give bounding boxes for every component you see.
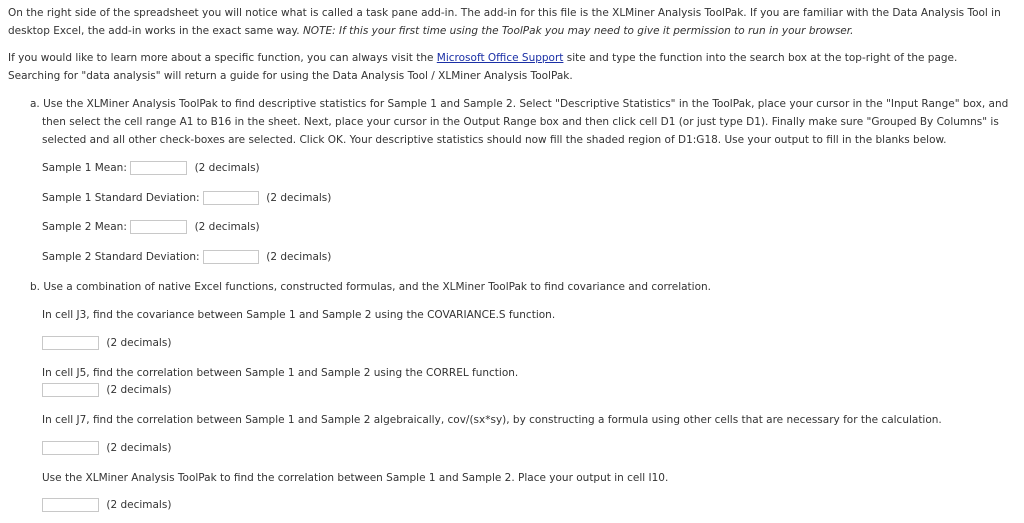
covariance-j3-text: In cell J3, find the covariance between Sample 1 and Sample 2 using the COVARIANCE.S function.: [42, 309, 556, 321]
decimals-hint: (2 decimals): [194, 162, 260, 174]
algebraic-correlation-answer-row: [42, 441, 171, 455]
intro-paragraph-1: [8, 4, 1008, 40]
toolpak-correlation-i10-input[interactable]: [42, 498, 99, 512]
decimals-hint: (2 decimals): [266, 192, 332, 204]
sample-1-mean-input[interactable]: [130, 161, 187, 175]
decimals-hint: (2 decimals): [106, 442, 172, 454]
sample-2-std-dev-input[interactable]: [203, 250, 259, 264]
decimals-hint: (2 decimals): [106, 384, 172, 396]
sample-2-mean-row: [42, 220, 260, 234]
toolpak-permission-note: NOTE: If this your first time using the ToolPak you may need to give it permission to run in your browser.: [302, 25, 854, 37]
part-a-line-1: a. Use the XLMiner Analysis ToolPak to find descriptive statistics for Sample 1 and Sample 2. Select "Descriptive Statistics" in the ToolPak, place your cursor in the "Input Range" box, and: [30, 98, 1009, 110]
sample-1-std-dev-row: [42, 191, 331, 205]
part-a-line-2: then select the cell range A1 to B16 in the sheet. Next, place your cursor in the Output Range box and then click cell D1 (or just type D1). Finally make sure "Grouped By Columns" is: [42, 116, 999, 128]
decimals-hint: (2 decimals): [106, 499, 172, 511]
algebraic-correlation-j7-input[interactable]: [42, 441, 99, 455]
toolpak-correlation-answer-row: [42, 498, 171, 512]
algebraic-correlation-j7-text: In cell J7, find the correlation between Sample 1 and Sample 2 algebraically, cov/(sx*sy), by constructing a formula using other cells that are necessary for the calculation.: [42, 414, 942, 426]
correl-answer-row: [42, 383, 171, 397]
covariance-j3-input[interactable]: [42, 336, 99, 350]
support-text-before: If you would like to learn more about a specific function, you can always visit the: [8, 52, 434, 64]
part-a-line-3: selected and all other check-boxes are selected. Click OK. Your descriptive statistics should now fill the shaded region of D1:G18. Use your output to fill in the blanks below.: [42, 134, 947, 146]
sample-2-std-dev-row: [42, 250, 331, 264]
decimals-hint: (2 decimals): [106, 337, 172, 349]
decimals-hint: (2 decimals): [194, 221, 260, 233]
microsoft-office-support-link[interactable]: Microsoft Office Support: [436, 52, 564, 64]
sample-2-std-dev-label: Sample 2 Standard Deviation:: [42, 251, 200, 263]
correl-j5-input[interactable]: [42, 383, 99, 397]
intro-text: On the right side of the spreadsheet you will notice what is called a task pane add-in. The add-in for this file is the XLMiner Analysis ToolPak. If you are familiar with the Data Analysis Tool in desktop Excel, the add-in works in the exact same way.: [8, 7, 1001, 37]
toolpak-correlation-i10-text: Use the XLMiner Analysis ToolPak to find the correlation between Sample 1 and Sample 2. Place your output in cell I10.: [42, 472, 669, 484]
sample-1-std-dev-label: Sample 1 Standard Deviation:: [42, 192, 200, 204]
sample-1-mean-label: Sample 1 Mean:: [42, 162, 127, 174]
decimals-hint: (2 decimals): [266, 251, 332, 263]
covariance-answer-row: [42, 336, 171, 350]
correl-j5-text: In cell J5, find the correlation between Sample 1 and Sample 2 using the CORREL function.: [42, 367, 519, 379]
part-b-intro: b. Use a combination of native Excel functions, constructed formulas, and the XLMiner ToolPak to find covariance and correlation.: [30, 281, 712, 293]
sample-2-mean-input[interactable]: [130, 220, 187, 234]
sample-2-mean-label: Sample 2 Mean:: [42, 221, 127, 233]
support-text-after: site and type the function into the search box at the top-right of the page. Searching for "data analysis" will return a guide for using the Data Analysis Tool / XLMiner Analysis ToolPak.: [8, 52, 958, 82]
sample-1-mean-row: [42, 161, 260, 175]
sample-1-std-dev-input[interactable]: [203, 191, 259, 205]
intro-paragraph-2: [8, 49, 1008, 85]
